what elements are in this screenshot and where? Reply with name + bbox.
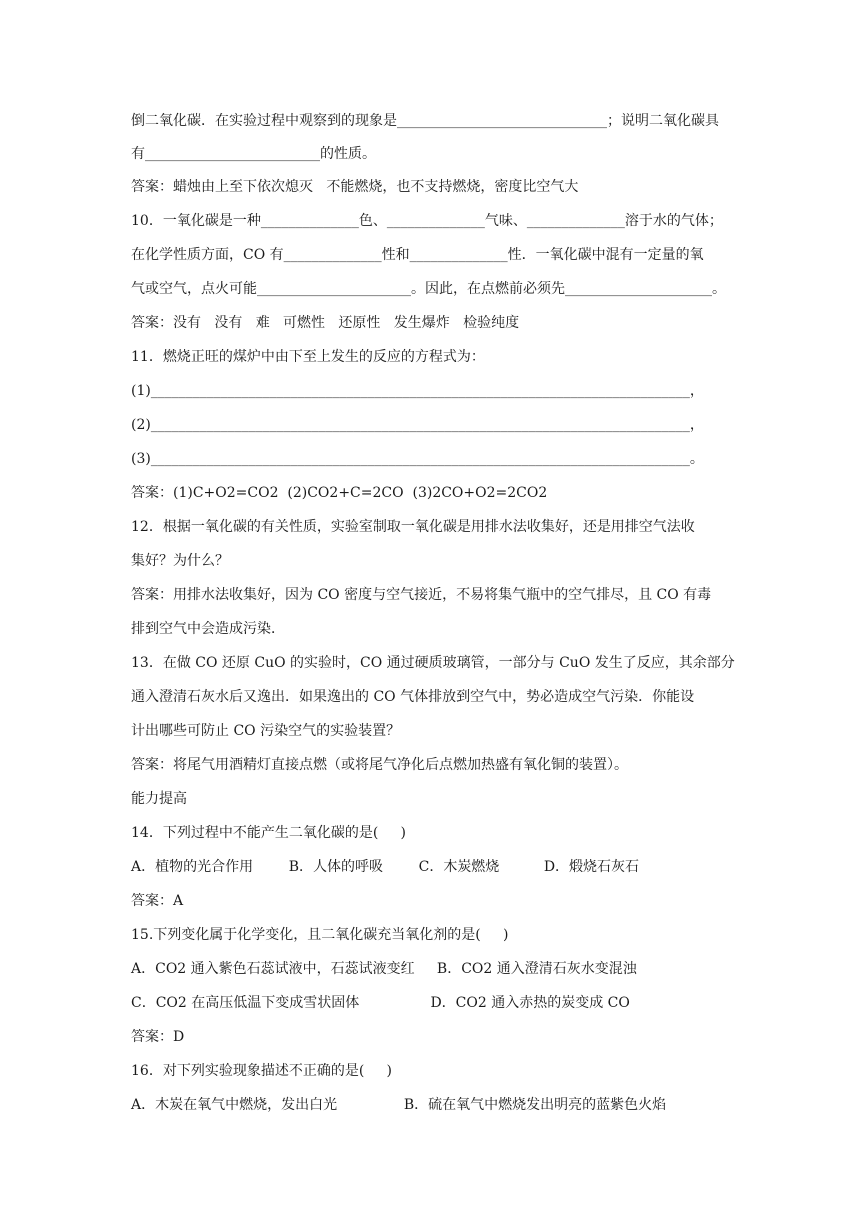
answer-14: 答案：A [131, 893, 184, 909]
answer-10: 答案：没有 没有 难 可燃性 还原性 发生爆炸 检验纯度 [131, 315, 520, 331]
answer-12-cont: 排到空气中会造成污染． [131, 621, 285, 637]
question-12-text-cont: 集好？为什么？ [131, 553, 229, 569]
question-10-text-cont: 气或空气，点火可能______________________。因此，在点燃前必须先_____________________。 [131, 281, 726, 297]
question-11-text: 11．燃烧正旺的煤炉中由下至上发生的反应的方程式为： [131, 349, 485, 365]
equation-blank-3: (3)_____________________________________________________________________________。 [131, 451, 704, 467]
question-9-text: 倒二氧化碳．在实验过程中观察到的现象是______________________________；说明二氧化碳具 [131, 113, 719, 129]
equation-blank-2: (2)_____________________________________________________________________________， [131, 417, 704, 433]
question-16-options-ab: A．木炭在氧气中燃烧，发出白光 B．硫在氧气中燃烧发出明亮的蓝紫色火焰 [131, 1097, 667, 1113]
question-10-text-cont: 在化学性质方面，CO 有______________性和______________性．一氧化碳中混有一定量的氧 [131, 247, 704, 263]
question-15-text: 15.下列变化属于化学变化，且二氧化碳充当氧化剂的是( ) [131, 927, 509, 943]
question-12-text: 12．根据一氧化碳的有关性质，实验室制取一氧化碳是用排水法收集好，还是用排空气法收 [131, 519, 695, 535]
answer-13: 答案：将尾气用酒精灯直接点燃（或将尾气净化后点燃加热盛有氧化铜的装置）。 [131, 757, 628, 773]
answer-9: 答案：蜡烛由上至下依次熄灭 不能燃烧，也不支持燃烧，密度比空气大 [131, 179, 579, 195]
question-13-text-cont: 计出哪些可防止 CO 污染空气的实验装置？ [131, 723, 401, 739]
question-13-text-cont: 通入澄清石灰水后又逸出．如果逸出的 CO 气体排放到空气中，势必造成空气污染．你能设 [131, 689, 695, 705]
question-14-text: 14．下列过程中不能产生二氧化碳的是( ) [131, 825, 406, 841]
question-16-text: 16．对下列实验现象描述不正确的是( ) [131, 1063, 392, 1079]
answer-11: 答案：(1)C+O2=CO2 (2)CO2+C=2CO (3)2CO+O2=2CO2 [131, 485, 548, 501]
equation-blank-1: (1)_____________________________________________________________________________， [131, 383, 704, 399]
question-9-text-cont: 有_________________________的性质。 [131, 146, 376, 162]
answer-15: 答案：D [131, 1029, 185, 1045]
answer-12: 答案：用排水法收集好，因为 CO 密度与空气接近，不易将集气瓶中的空气排尽，且 CO 有毒 [131, 587, 712, 603]
question-15-options-cd: C．CO2 在高压低温下变成雪状固体 D．CO2 通入赤热的炭变成 CO [131, 995, 630, 1011]
question-15-options-ab: A．CO2 通入紫色石蕊试液中，石蕊试液变红 B．CO2 通入澄清石灰水变混浊 [131, 961, 637, 977]
question-13-text: 13．在做 CO 还原 CuO 的实验时，CO 通过硬质玻璃管，一部分与 CuO 发生了反应，其余部分 [131, 655, 735, 671]
question-10-text: 10．一氧化碳是一种______________色、______________气味、______________溶于水的气体； [131, 213, 723, 229]
section-heading: 能力提高 [131, 791, 187, 807]
question-14-options: A．植物的光合作用 B．人体的呼吸 C．木炭燃烧 D．煅烧石灰石 [131, 859, 640, 875]
